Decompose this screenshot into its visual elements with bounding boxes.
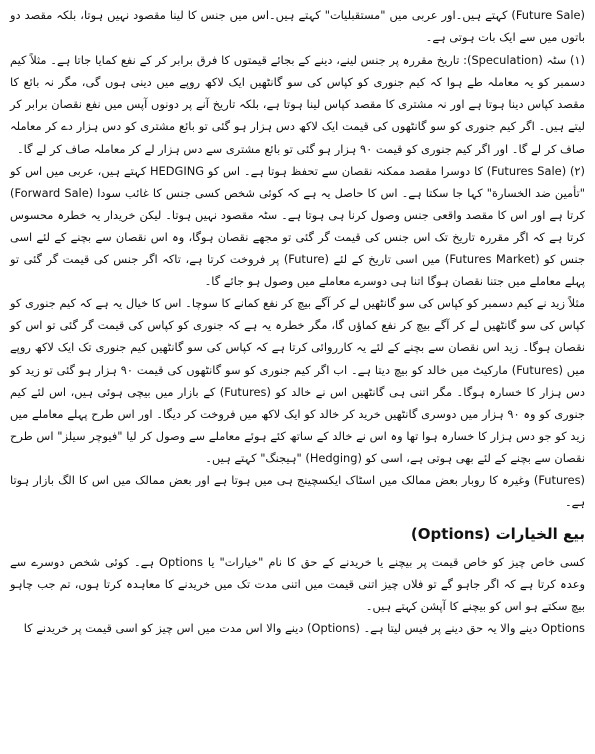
paragraph-future-sale-intro: (Future Sale) کہتے ہیں۔اور عربی میں "مستقبلیات" کہتے ہیں۔اس میں جنس کا لینا مقصود نہیں ہوتا، بلکہ مقصد دو باتوں میں سے ایک بات ہوتی ہے۔ xyxy=(10,8,585,45)
paragraph-futures-market: (Futures) وغیرہ کا روبار بعض ممالک میں اسٹاک ایکسچینج ہی میں ہوتا ہے اور بعض ممالک میں اس کا الگ بازار ہوتا ہے۔ xyxy=(10,472,585,510)
paragraph-example: مثلاً زید نے کیم دسمبر کو کپاس کی سو گانٹھیں لے کر آگے بیچ کر نفع کمانے کا سوچا۔ اس کا خیال یہ ہے کہ کیم جنوری کو کپاس کی سو گانٹھیں لے کر آگے بیچ کر نفع کماؤں گا، مگر خطرہ یہ ہے کہ جنوری کو کپاس کی قیمت گر گئی تو اس کو نقصان ہوگا۔ زید اس نقصان سے بچنے کے لئے یہ کارروائی کرتا ہے کہ کپاس کی سو گانٹھیں کیم جنوری تک ایک لاکھ روپے میں (Futures) مارکیٹ میں خالد کو بیچ دیتا ہے۔ اب اگر کیم جنوری کو سو گانٹھوں کی قیمت ۹۰ ہزار ہو گئی تو زید کو دس ہزار کا خسارہ ہوگا۔ مگر اتنی ہی گانٹھیں اس نے خالد کو (Futures) کے بازار میں بیچی ہوئی ہیں، اس لئے کیم جنوری کو وہ ۹۰ ہزار میں دوسری گانٹھیں خرید کر خالد کو ایک لاکھ میں فروخت کر دیگا۔ اور اس طرح پہلے معاملے میں زید کو جو دس ہزار کا خسارہ ہوا تھا وہ اس نے خالد کے ساتھ کئے ہوئے معاملے سے وصول کر لیا "فیوچر سیلز" اس طرح نقصان سے بچنے کے لئے بھی ہوتی ہے، اسی کو (Hedging) "ہیجنگ" کہتے ہیں۔ xyxy=(10,296,586,465)
paragraph-hedging: (۲) (Futures Sale) کا دوسرا مقصد ممکنہ نقصان سے تحفظ ہوتا ہے۔ اس کو HEDGING کہتے ہیں، عربی میں اس کو "تأمین ضد الخسارة" کہا جا سکتا ہے۔ اس کا حاصل یہ ہے کہ کوئی شخص کسی جنس کا غائب سودا (Forward Sale) کرتا ہے اور اس کا مقصد واقعی جنس وصول کرنا ہی ہوتا ہے۔ سٹہ مقصود نہیں ہوتا۔ لیکن خریدار یہ خطرہ محسوس کرتا ہے کہ اگر مقررہ تاریخ تک اس جنس کی قیمت گر گئی تو مجھے نقصان ہوگا، وہ اس نقصان سے بچنے کے لئے اسی جنس کو (Futures Market) میں اسی تاریخ کے لئے (Future) پر فروخت کرتا ہے، تاکہ اگر جنس کی قیمت گر گئی تو پہلے معاملے میں جتنا نقصان ہوگا اتنا ہی دوسرے معاملے میں وصول ہو جائے گا۔ xyxy=(10,163,586,289)
paragraph-options-definition: کسی خاص چیز کو خاص قیمت پر بیچنے یا خریدنے کے حق کا نام "خیارات" یا Options ہے۔ کوئی شخص دوسرے سے وعدہ کرتا ہے کہ اگر جاہو گے تو فلاں چیز اتنی قیمت میں اتنی مدت تک میں خریدنے کا معاہدہ کرتا ہوں، تم جب چاہو بیچ سکتے ہو اس کو بیچنے کا آپشن کہتے ہیں۔ xyxy=(10,555,586,614)
paragraph-speculation: (۱) سٹہ (Speculation): تاریخ مقررہ پر جنس لینے، دینے کے بجائے قیمتوں کا فرق برابر کر کے نفع کمایا جاتا ہے۔ مثلاً کیم دسمبر کو یہ معاملہ طے ہوا کہ کیم جنوری کو کپاس کی سو گانٹھیں ایک لاکھ روپے میں دینی ہوں گی، مگر نہ بائع کا مقصد کپاس دینا ہوتا ہے اور نہ مشتری کا مقصد کپاس لینا ہوتا ہے، بلکہ تاریخ آنے پر دونوں آپس میں نفع نقصان برابر کر لیتے ہیں۔ اگر کیم جنوری کو سو گانٹھوں کی قیمت ایک لاکھ دس ہزار ہو گئی تو بائع مشتری کو دس ہزار دے کر معاملہ صاف کر لے گا۔ اور اگر کیم جنوری کو قیمت ۹۰ ہزار ہو گئی تو بائع مشتری سے دس ہزار لے کر معاملہ صاف کر لے گا۔ xyxy=(10,53,585,156)
paragraph-options-fee: Options دینے والا یہ حق دینے پر فیس لیتا ہے۔ (Options) دینے والا اس مدت میں اس چیز کو اسی قیمت پر خریدنے کا xyxy=(23,621,585,636)
section-heading-options: بیع الخیارات (Options) xyxy=(410,525,585,544)
